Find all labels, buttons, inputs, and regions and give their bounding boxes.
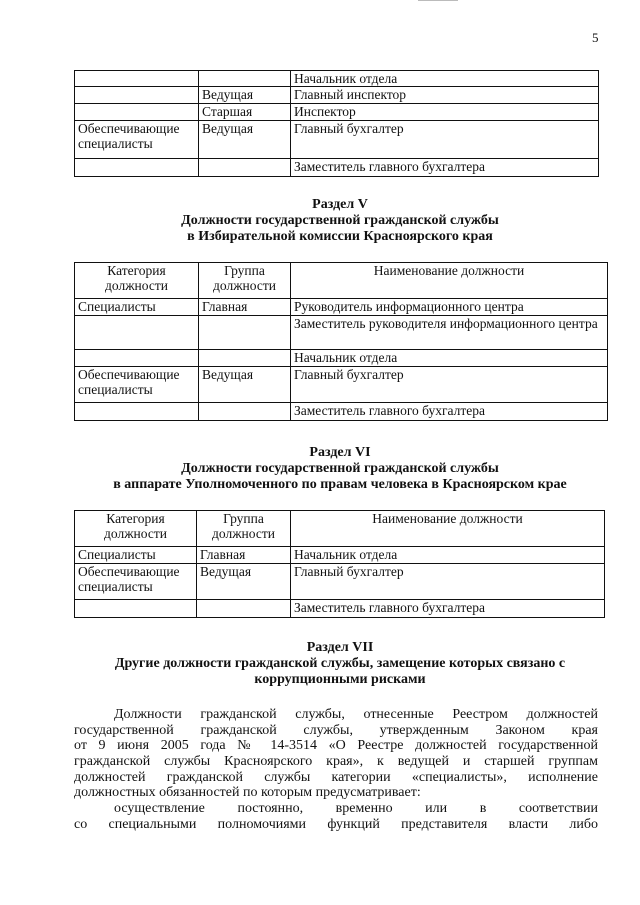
table-row [75,104,599,121]
table-row [75,367,608,403]
column-header: Категория должности [75,263,199,299]
table-cell: Главная [197,547,291,564]
column-header: Наименование должности [291,263,608,299]
section-6-heading [40,445,640,493]
table-cell: Заместитель руководителя информационного центра [291,316,608,350]
section-5-title: Раздел V [312,197,368,212]
table-cell [75,350,199,367]
table-cell: Начальник отдела [291,350,608,367]
table-cell: Начальник отдела [291,547,605,564]
table-cell [199,316,291,350]
table-cell [199,71,291,87]
table-cell [199,403,291,421]
table-cell: Главная [199,299,291,316]
table-row [75,316,608,350]
section-5-heading [40,197,640,245]
table-cell: Обеспечивающие специалисты [75,121,199,159]
table-section-5 [74,262,608,421]
table-cell [75,71,199,87]
paragraph-line: государственной гражданской службы, утвержденным Законом края [74,722,598,738]
table-cell: Руководитель информационного центра [291,299,608,316]
table-cell: Главный инспектор [291,87,599,104]
column-header: Категория должности [75,511,197,547]
section-5-subtitle-2: в Избирательной комиссии Красноярского края [187,229,493,244]
table-cell: Заместитель главного бухгалтера [291,600,605,618]
table-row [75,121,599,159]
column-header: Группа должности [197,511,291,547]
column-header: Наименование должности [291,511,605,547]
table-cell: Старшая [199,104,291,121]
table-header-row [75,263,608,299]
section-7-subtitle-1: Другие должности гражданской службы, замещение которых связано с [114,656,566,671]
table-cell [75,403,199,421]
scan-edge-mark [418,0,458,1]
table-section-6 [74,510,605,618]
table-cell: Ведущая [199,367,291,403]
table-cell: Заместитель главного бухгалтера [291,403,608,421]
paragraph-line: со специальными полномочиями функций представителя власти либо [74,816,598,832]
table-row [75,547,605,564]
table-row [75,87,599,104]
table-row [75,159,599,177]
table-cell: Ведущая [199,121,291,159]
table-cell: Главный бухгалтер [291,564,605,600]
table-cell [75,316,199,350]
table-row [75,600,605,618]
table-cell [75,87,199,104]
section-6-subtitle-2: в аппарате Уполномоченного по правам человека в Красноярском крае [113,477,567,492]
table-cell: Ведущая [197,564,291,600]
section-7-paragraph [74,707,598,833]
paragraph-line: гражданской службы Красноярского края», к ведущей и старшей группам [74,754,598,770]
section-7-title: Раздел VII [306,640,374,655]
table-cell: Начальник отдела [291,71,599,87]
table-row [75,350,608,367]
table-cell: Главный бухгалтер [291,367,608,403]
table-cell [75,600,197,618]
section-6-title: Раздел VI [309,445,371,460]
table-cell: Специалисты [75,547,197,564]
table-cell [199,350,291,367]
table-cell [199,159,291,177]
table-cell: Специалисты [75,299,199,316]
table-cell: Обеспечивающие специалисты [75,367,199,403]
paragraph-line: должностных обязанностей по которым предусматривает: [74,785,421,801]
section-5-subtitle-1: Должности государственной гражданской службы [181,213,499,228]
table-row [75,71,599,87]
table-continuation [74,70,599,177]
paragraph-line: должностей гражданской службы категории «специалисты», исполнение [74,769,598,785]
table-cell: Инспектор [291,104,599,121]
column-header: Группа должности [199,263,291,299]
table-cell: Заместитель главного бухгалтера [291,159,599,177]
table-cell [197,600,291,618]
section-7-heading [40,640,640,688]
table-cell [75,104,199,121]
section-6-subtitle-1: Должности государственной гражданской службы [181,461,499,476]
table-cell [75,159,199,177]
table-header-row [75,511,605,547]
table-cell: Главный бухгалтер [291,121,599,159]
section-7-subtitle-2: коррупционными рисками [254,672,426,687]
paragraph-line: от 9 июня 2005 года № 14-3514 «О Реестре должностей государственной [74,738,598,754]
table-row [75,403,608,421]
table-cell: Ведущая [199,87,291,104]
paragraph-line: Должности гражданской службы, отнесенные Реестром должностей [114,707,598,722]
table-cell: Обеспечивающие специалисты [75,564,197,600]
paragraph-line: осуществление постоянно, временно или в соответствии [114,801,598,817]
table-row [75,299,608,316]
table-row [75,564,605,600]
page-number: 5 [592,30,599,45]
